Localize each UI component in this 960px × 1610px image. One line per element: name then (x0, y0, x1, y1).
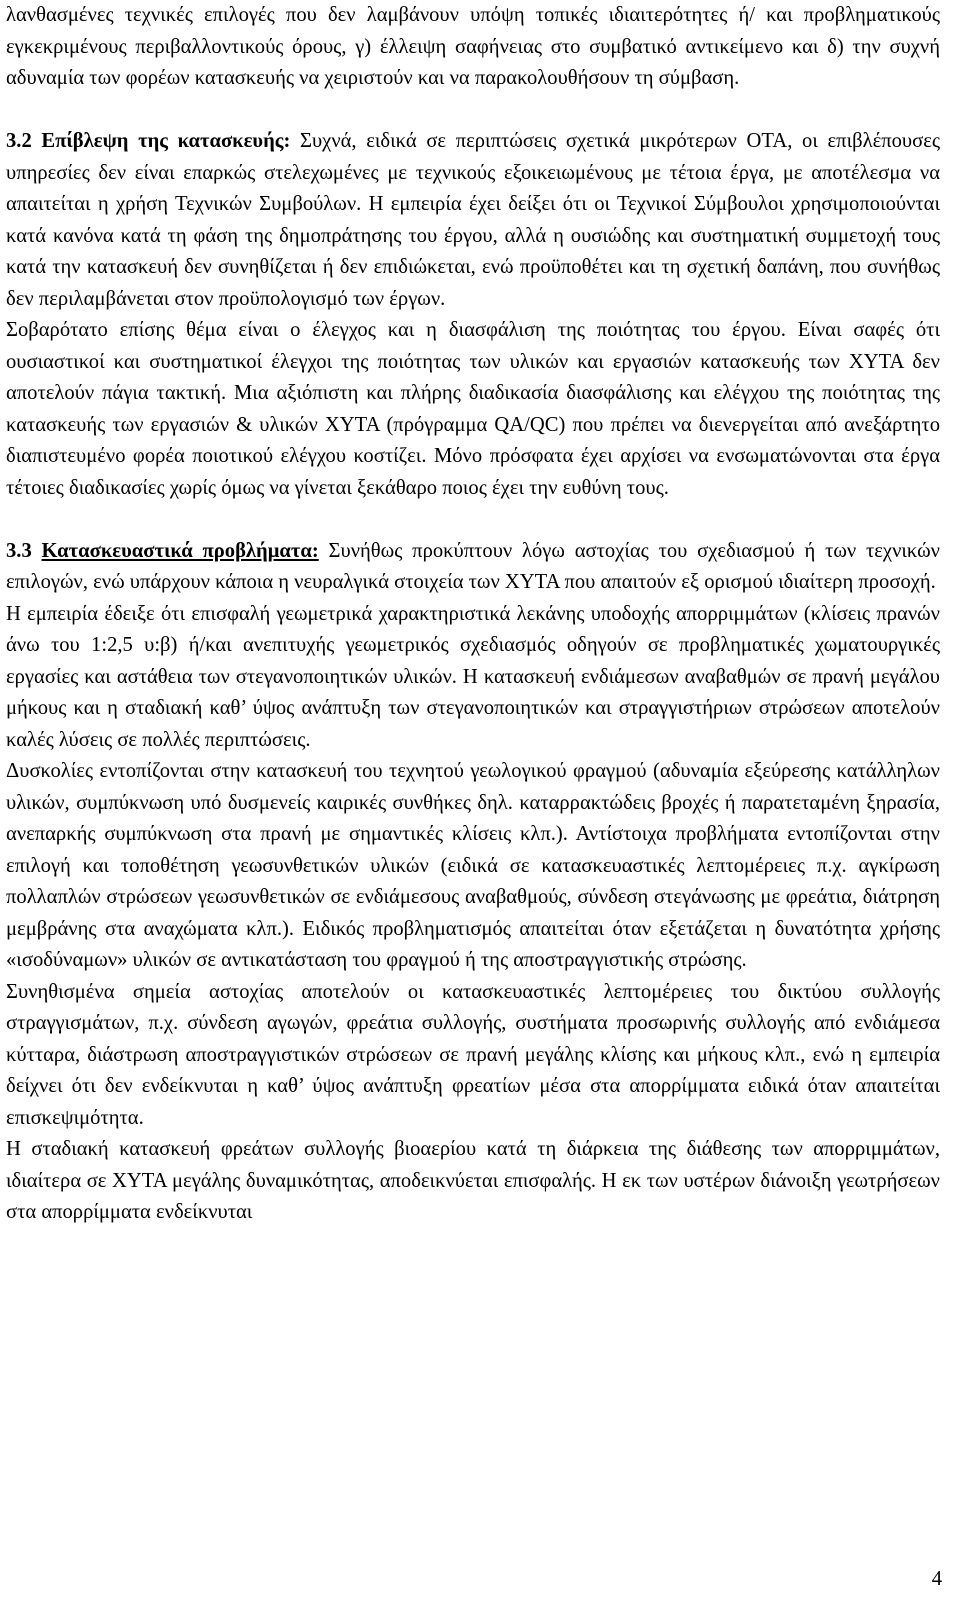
paragraph-spacer (6, 504, 940, 536)
section-3-3-paragraph-1 (6, 536, 940, 599)
paragraph-spacer (6, 95, 940, 127)
section-3-3-paragraph-3: Δυσκολίες εντοπίζονται στην κατασκευή του τεχνητού γεωλογικού φραγμού (αδυναμία εξεύρεσης κατάλληλων υλικών, συμπύκνωση υπό δυσμενείς καιρικές συνθήκες δηλ. καταρρακτώδεις βροχές ή παρατεταμένη ξηρασία, ανεπαρκής συμπύκνωση στα πρανή με σημαντικές κλίσεις κλπ.). Αντίστοιχα προβλήματα εντοπίζονται στην επιλογή και τοποθέτηση γεωσυνθετικών υλικών (ειδικά σε κατασκευαστικές λεπτομέρειες π.χ. αγκίρωση πολλαπλών στρώσεων γεωσυνθετικών σε ενδιάμεσους αναβαθμούς, σύνδεση στεγάνωσης με φρεάτια, διάτρηση μεμβράνης στα αναχώματα κλπ.). Ειδικός προβληματισμός απαιτείται όταν εξετάζεται η δυνατότητα χρήσης «ισοδύναμων» υλικών σε αντικατάσταση του φραγμού ή της αποστραγγιστικής στρώσης. (6, 760, 940, 971)
section-3-2-paragraph-1 (6, 126, 940, 315)
document-page (6, 0, 940, 1229)
section-3-3-text-1: Συνήθως προκύπτουν λόγω αστοχίας του σχεδιασμού ή των τεχνικών επιλογών, ενώ υπάρχουν κάποια η νευραλγικά στοιχεία των ΧΥΤΑ που απαιτούν εξ ορισμού ιδιαίτερη προσοχή. (6, 539, 940, 593)
section-3-3-paragraph-5: Η σταδιακή κατασκευή φρεάτων συλλογής βιοαερίου κατά τη διάρκεια της διάθεσης των απορριμμάτων, ιδιαίτερα σε ΧΥΤΑ μεγάλης δυναμικότητας, αποδεικνύεται επισφαλής. Η εκ των υστέρων διάνοιξη γεωτρήσεων στα απορρίμματα ενδείκνυται (6, 1138, 940, 1223)
intro-paragraph: λανθασμένες τεχνικές επιλογές που δεν λαμβάνουν υπόψη τοπικές ιδιαιτερότητες ή/ και προβληματικούς εγκεκριμένους περιβαλλοντικούς όρους, γ) έλλειψη σαφήνειας στο συμβατικό αντικείμενο και δ) την συχνή αδυναμία των φορέων κατασκευής να χειριστούν και να παρακολουθήσουν τη σύμβαση. (6, 4, 940, 89)
section-3-2-paragraph-2: Σοβαρότατο επίσης θέμα είναι ο έλεγχος και η διασφάλιση της ποιότητας του έργου. Είναι σαφές ότι ουσιαστικοί και συστηματικοί έλεγχοι της ποιότητας των υλικών και εργασιών κατασκευής των ΧΥΤΑ δεν αποτελούν πάγια τακτική. Μια αξιόπιστη και πλήρης διαδικασία διασφάλισης και ελέγχου της ποιότητας της κατασκευής των εργασιών & υλικών ΧΥΤΑ (πρόγραμμα QA/QC) που πρέπει να διενεργείται από ανεξάρτητο διαπιστευμένο φορέα ποιοτικού ελέγχου κοστίζει. Μόνο πρόσφατα έχει αρχίσει να ενσωματώνονται στα έργα τέτοιες διαδικασίες χωρίς όμως να γίνεται ξεκάθαρο ποιος έχει την ευθύνη τους. (6, 319, 940, 499)
section-3-3-paragraph-4: Συνηθισμένα σημεία αστοχίας αποτελούν οι κατασκευαστικές λεπτομέρειες του δικτύου συλλογής στραγγισμάτων, π.χ. σύνδεση αγωγών, φρεάτια συλλογής, συστήματα προσωρινής συλλογής από ενδιάμεσα κύτταρα, διάστρωση αποστραγγιστικών στρώσεων σε πρανή μεγάλης κλίσης και μήκους κλπ., ενώ η εμπειρία δείχνει ότι δεν ενδείκνυται η καθ’ ύψος ανάπτυξη φρεατίων μέσα στα απορρίμματα ειδικά όταν απαιτείται επισκεψιμότητα. (6, 980, 940, 1129)
section-3-3-heading-title: Κατασκευαστικά προβλήματα: (41, 539, 319, 562)
section-3-2-heading: 3.2 Επίβλεψη της κατασκευής: (6, 130, 291, 152)
section-3-3-paragraph-2: Η εμπειρία έδειξε ότι επισφαλή γεωμετρικά χαρακτηριστικά λεκάνης υποδοχής απορριμμάτων (κλίσεις πρανών άνω του 1:2,5 υ:β) ή/και ανεπιτυχής γεωμετρικός σχεδιασμός οδηγούν σε προβληματικές χωματουργικές εργασίες και αστάθεια των στεγανοποιητικών υλικών. Η κατασκευή ενδιάμεσων αναβαθμών σε πρανή μεγάλου μήκους και η σταδιακή καθ’ ύψος ανάπτυξη των στεγανοποιητικών και στραγγιστήριων στρώσεων αποτελούν καλές λύσεις σε πολλές περιπτώσεις. (6, 602, 940, 751)
section-3-3-heading-number: 3.3 (6, 539, 32, 562)
section-3-2-text-1: Συχνά, ειδικά σε περιπτώσεις σχετικά μικρότερων ΟΤΑ, οι επιβλέπουσες υπηρεσίες δεν είναι επαρκώς στελεχωμένες με τεχνικούς εξοικειωμένους με τέτοια έργα, με αποτέλεσμα να απαιτείται η χρήση Τεχνικών Συμβούλων. Η εμπειρία έχει δείξει ότι οι Τεχνικοί Σύμβουλοι χρησιμοποιούνται κατά κανόνα κατά τη φάση της δημοπράτησης του έργου, αλλά η ουσιώδης και συστηματική συμμετοχή τους κατά την κατασκευή δεν συνηθίζεται ή δεν επιδιώκεται, ενώ προϋποθέτει και τη σχετική δαπάνη, που συνήθως δεν περιλαμβάνεται στον προϋπολογισμό των έργων. (6, 130, 941, 310)
page-number: 4 (931, 1568, 942, 1590)
